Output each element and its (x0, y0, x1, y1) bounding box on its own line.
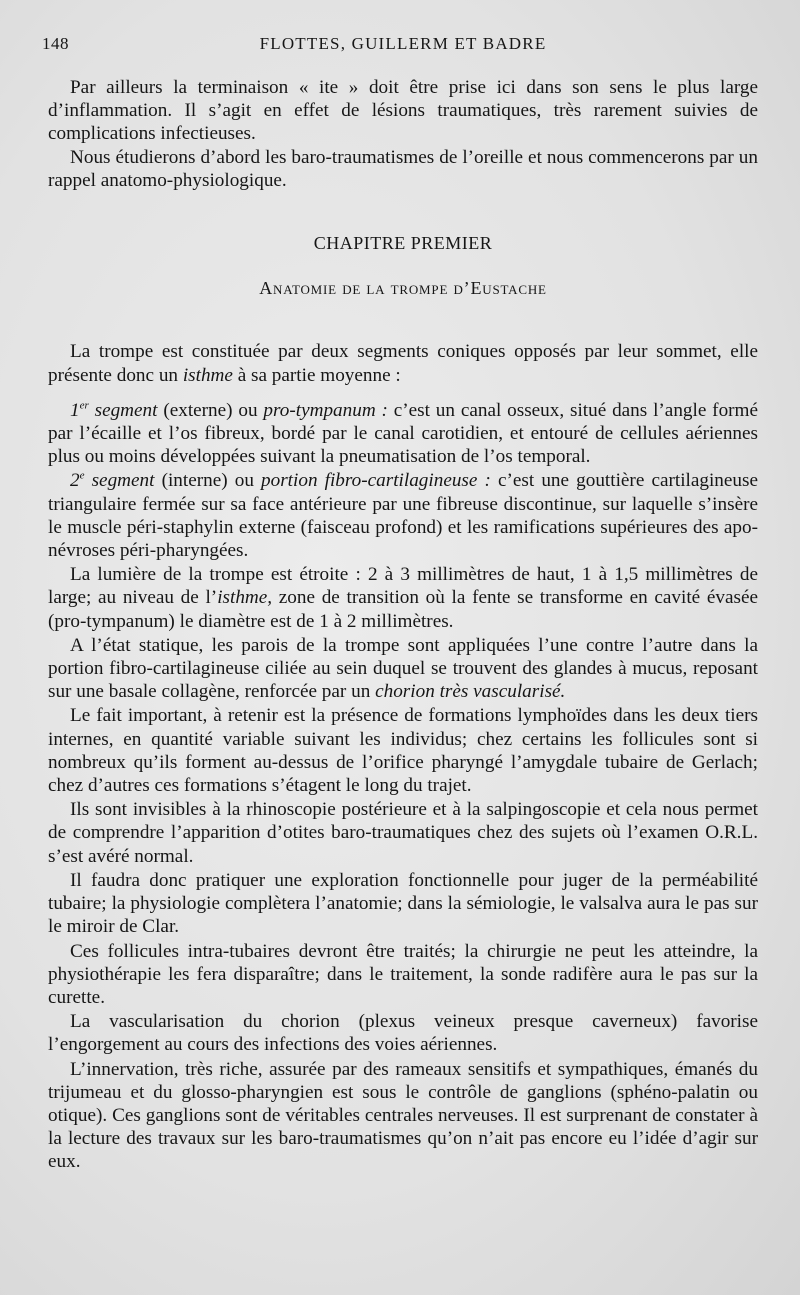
running-title: FLOTTES, GUILLERM ET BADRE (259, 34, 547, 53)
paragraph-vascularisation: La vascularisation du chorion (plexus veineux presque caverneux) favorise l’engorgement au cours des infections des voies aériennes. (48, 1011, 758, 1056)
page-number: 148 (42, 34, 69, 53)
intro-paragraph-1: Par ailleurs la terminaison « ite » doit être prise ici dans son sens le plus large d’inflammation. Il s’agit en effet de lésions traumatiques, très rarement suivies de complications infectieuses. (48, 77, 758, 145)
paragraph-trompe: La trompe est constituée par deux segments coniques opposés par leur sommet, elle présente donc un isthme à sa partie moyenne : (48, 341, 758, 386)
chapter-title: CHAPITRE PREMIER (313, 233, 493, 254)
paragraph-lumiere: La lumière de la trompe est étroite : 2 à 3 millimètres de haut, 1 à 1,5 millimètres de large; au niveau de l’isthme, zone de transition où la fente se transforme en cavité évasée (pro-tympanum) le diamètre est de 1 à 2 millimètres. (48, 564, 759, 632)
paragraph-invisibles: Ils sont invisibles à la rhinoscopie postérieure et à la salpingoscopie et cela nous permet de comprendre l’apparition d’otites baro-traumatiques chez des sujets où l’examen O.R.L. s’est avéré normal. (48, 799, 758, 867)
paragraph-innervation: L’innervation, très riche, assurée par des rameaux sensitifs et sympathiques, émanés du trijumeau et du glosso-pharyngien est sous le contrôle de ganglions (sphéno-palatin ou otique). Ces ganglions sont de véritables centrales nerveuses. Il est surprenant de constater à la lecture des travaux sur les baro-traumatismes qu’on n’ait pas encore eu l’idée d’agir sur eux. (48, 1058, 758, 1173)
intro-paragraph-2: Nous étudierons d’abord les baro-traumatismes de l’oreille et nous commencerons par un rappel anatomo-physiologique. (48, 146, 758, 191)
intro-section (48, 76, 758, 192)
paragraph-segment-2: 2e segment (interne) ou portion fibro-cartilagineuse : c’est une gouttière cartilagineuse triangulaire fermée sur sa face antérieure par une fibreuse discontinue, sur laquelle s’insère le muscle péri-staphylin externe (faisceau profond) et les ramifications supérieures des apo-névroses péri-pharyngées. (48, 470, 758, 562)
paragraph-fait-important: Le fait important, à retenir est la présence de formations lymphoïdes dans les deux tiers internes, en quantité variable suivant les individus; chez certains les follicules sont si nombreux qu’ils forment au-dessus de l’orifice pharyngé l’amygdale tubaire de Gerlach; chez d’autres ces formations s’étagent le long du trajet. (48, 705, 758, 797)
paragraph-segment-1: 1er segment (externe) ou pro-tympanum : c’est un canal osseux, situé dans l’angle formé par l’écaille et l’os fibreux, bordé par le canal carotidien, et entouré de cellules aériennes plus ou moins développées suivant la pneumatisation de l’os temporal. (48, 399, 758, 468)
paragraph-etat-statique: A l’état statique, les parois de la trompe sont appliquées l’une contre l’autre dans la portion fibro-cartilagineuse ciliée au sein duquel se trouvent des glandes à mucus, reposant sur une basale collagène, renforcée par un chorion très vascularisé. (48, 634, 758, 703)
paragraph-follicules: Ces follicules intra-tubaires devront être traités; la chirurgie ne peut les atteindre, la physiothérapie les fera disparaître; dans le traitement, la sonde radifère aura le pas sur la curette. (48, 940, 758, 1008)
running-header (42, 30, 758, 56)
section-title: Anatomie de la trompe d’Eustache (259, 278, 547, 299)
isthme-emphasis: isthme (182, 364, 233, 386)
paragraph-exploration: Il faudra donc pratiquer une exploration fonctionnelle pour juger de la perméabilité tubaire; la physiologie complètera l’anatomie; dans la sémiologie, le valsalva aura le pas sur le miroir de Clar. (48, 869, 758, 938)
main-text (48, 340, 758, 1173)
